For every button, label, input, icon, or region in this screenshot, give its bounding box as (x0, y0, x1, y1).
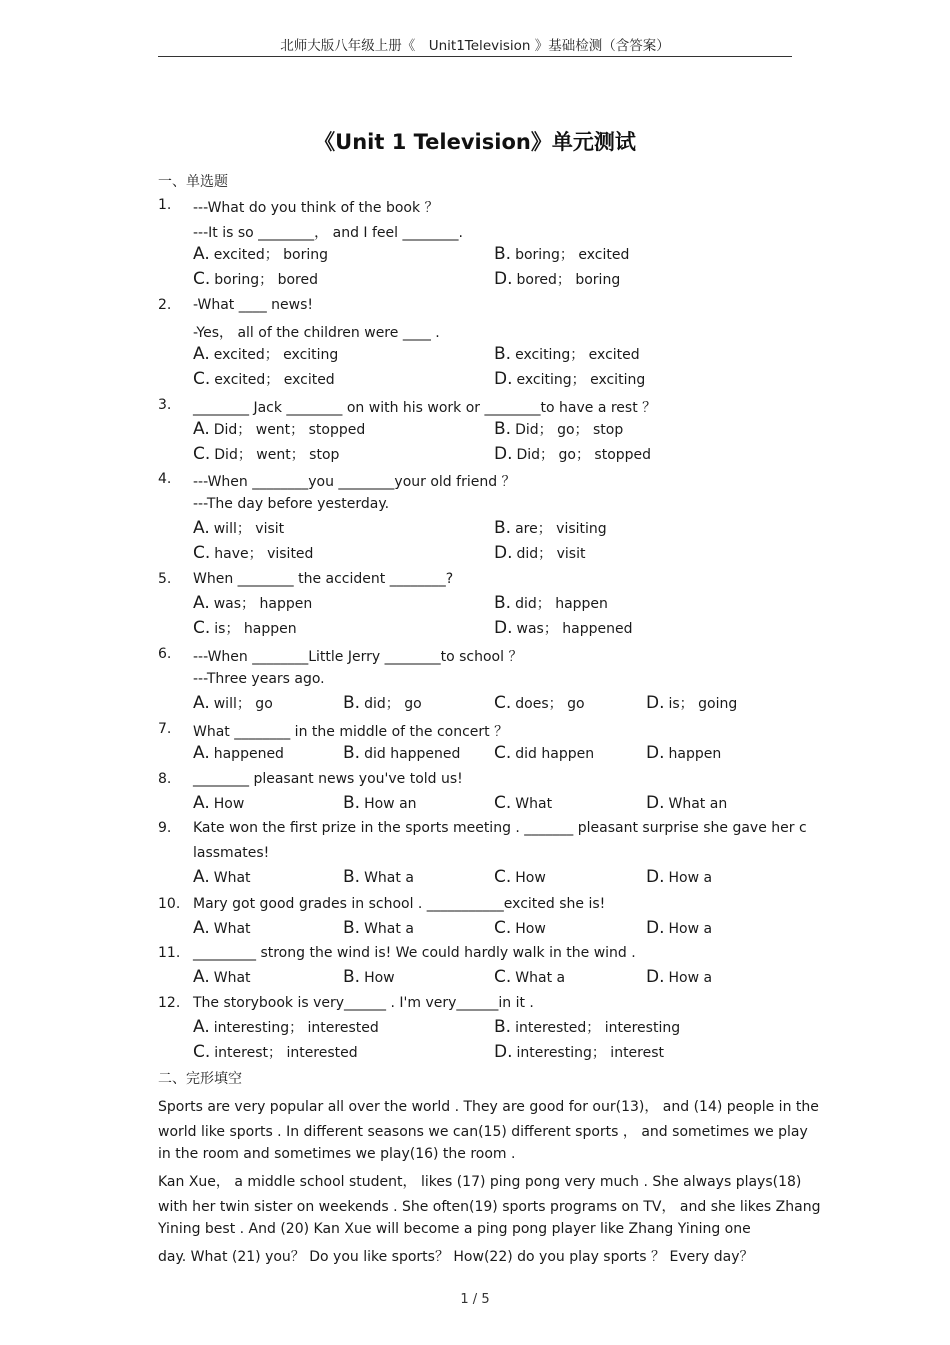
answer-option[interactable] (494, 618, 633, 638)
answer-option[interactable] (193, 593, 312, 613)
answer-option[interactable] (193, 543, 313, 563)
option-letter: C. (494, 867, 512, 887)
option-letter: A. (193, 1017, 210, 1037)
option-text: Did； went； stopped (213, 422, 366, 438)
option-letter: A. (193, 918, 210, 938)
option-letter: B. (343, 693, 361, 713)
option-text: will； visit (213, 521, 285, 537)
question-text: When ________ the accident ________? (193, 571, 454, 587)
option-letter: C. (193, 618, 211, 638)
option-text: is； happen (214, 621, 297, 637)
answer-option[interactable] (494, 444, 651, 464)
question-text: ________ pleasant news you've told us! (193, 771, 463, 787)
answer-option[interactable] (494, 743, 594, 763)
option-letter: A. (193, 344, 210, 364)
option-letter: B. (343, 867, 361, 887)
answer-option[interactable] (193, 793, 244, 813)
passage-line: day. What (21) you？ Do you like sports？ How(22) do you play sports ？ Every day？ (158, 1249, 754, 1265)
option-text: Did； go； stop (515, 422, 624, 438)
page-title: 《Unit 1 Television》单元测试 (314, 130, 636, 154)
option-letter: D. (646, 693, 665, 713)
option-letter: D. (494, 444, 513, 464)
option-letter: B. (494, 593, 512, 613)
option-letter: D. (646, 918, 665, 938)
option-letter: D. (494, 543, 513, 563)
answer-option[interactable] (494, 369, 645, 389)
answer-option[interactable] (494, 867, 546, 887)
answer-option[interactable] (494, 918, 546, 938)
section-heading-cloze: 二、完形填空 (158, 1071, 242, 1087)
answer-option[interactable] (193, 369, 335, 389)
option-letter: C. (494, 793, 512, 813)
question-number: 1. (158, 197, 172, 213)
option-letter: B. (343, 743, 361, 763)
answer-option[interactable] (494, 543, 585, 563)
answer-option[interactable] (343, 918, 414, 938)
option-text: boring； excited (515, 247, 630, 263)
option-text: Did； went； stop (214, 447, 340, 463)
option-text: excited； excited (214, 372, 335, 388)
question-text: ---The day before yesterday. (193, 496, 390, 512)
option-text: How (515, 870, 546, 886)
answer-option[interactable] (494, 344, 640, 364)
option-letter: C. (193, 369, 211, 389)
answer-option[interactable] (646, 918, 712, 938)
passage-line: world like sports . In different seasons we can(15) different sports ， and sometimes we play (158, 1124, 808, 1140)
option-text: How a (668, 870, 713, 886)
answer-option[interactable] (494, 244, 629, 264)
option-text: interesting； interested (213, 1020, 379, 1036)
answer-option[interactable] (193, 419, 365, 439)
option-letter: A. (193, 793, 210, 813)
option-letter: C. (494, 743, 512, 763)
option-text: How (213, 796, 245, 812)
question-text: ---It is so ________， and I feel ________. (193, 225, 463, 241)
option-text: exciting； exciting (516, 372, 646, 388)
option-text: is； going (668, 696, 738, 712)
option-text: What (515, 796, 553, 812)
answer-option[interactable] (193, 693, 273, 713)
answer-option[interactable] (494, 793, 552, 813)
question-text: -What ____ news! (193, 297, 314, 313)
question-text: ---What do you think of the book ？ (193, 200, 439, 216)
answer-option[interactable] (193, 518, 284, 538)
option-text: What an (668, 796, 728, 812)
option-letter: D. (646, 967, 665, 987)
option-letter: B. (494, 1017, 512, 1037)
option-text: How a (668, 970, 713, 986)
option-text: boring； bored (214, 272, 318, 288)
question-number: 7. (158, 721, 172, 737)
option-letter: A. (193, 743, 210, 763)
answer-option[interactable] (646, 693, 737, 713)
option-letter: C. (193, 444, 211, 464)
option-letter: D. (494, 1042, 513, 1062)
answer-option[interactable] (494, 967, 565, 987)
option-text: How (515, 921, 546, 937)
answer-option[interactable] (494, 1042, 664, 1062)
passage-line: with her twin sister on weekends . She often(19) sports programs on TV， and she likes Zhang (158, 1199, 821, 1215)
question-text: Kate won the first prize in the sports meeting . _______ pleasant surprise she gave her c (193, 820, 807, 836)
question-text: ---When ________you ________your old friend ？ (193, 474, 516, 490)
option-text: What a (364, 870, 414, 886)
question-number: 10. (158, 896, 181, 912)
question-number: 4. (158, 471, 172, 487)
option-letter: A. (193, 419, 210, 439)
answer-option[interactable] (343, 867, 414, 887)
question-number: 6. (158, 646, 172, 662)
option-letter: C. (494, 918, 512, 938)
option-text: did； go (364, 696, 422, 712)
option-text: happened (213, 746, 284, 762)
answer-option[interactable] (494, 269, 620, 289)
answer-option[interactable] (494, 1017, 680, 1037)
option-text: How an (364, 796, 417, 812)
answer-option[interactable] (193, 743, 284, 763)
answer-option[interactable] (193, 867, 251, 887)
passage-line: Yining best . And (20) Kan Xue will become a ping pong player like Zhang Yining one (158, 1221, 751, 1237)
answer-option[interactable] (646, 793, 727, 813)
option-letter: A. (193, 693, 210, 713)
question-number: 2. (158, 297, 172, 313)
option-text: What a (364, 921, 414, 937)
question-text: ---Three years ago. (193, 671, 325, 687)
option-letter: B. (494, 244, 512, 264)
option-letter: C. (494, 967, 512, 987)
question-number: 3. (158, 397, 172, 413)
option-letter: B. (494, 419, 512, 439)
option-text: What (213, 970, 251, 986)
option-text: did happened (364, 746, 461, 762)
option-letter: A. (193, 593, 210, 613)
answer-option[interactable] (193, 244, 328, 264)
page-header: 北师大版八年级上册《 Unit1Television 》基础检测（含答案） (158, 34, 792, 57)
section-heading-single-choice: 一、单选题 (158, 174, 228, 190)
option-text: Did； go； stopped (516, 447, 652, 463)
answer-option[interactable] (193, 269, 318, 289)
question-text: -Yes， all of the children were ____ . (193, 325, 440, 341)
passage-line: Sports are very popular all over the world . They are good for our(13)， and (14) people in the (158, 1099, 819, 1115)
answer-option[interactable] (494, 518, 607, 538)
question-text: What ________ in the middle of the concert ？ (193, 724, 509, 740)
option-text: will； go (213, 696, 273, 712)
option-letter: B. (494, 518, 512, 538)
answer-option[interactable] (494, 693, 585, 713)
option-letter: D. (646, 867, 665, 887)
option-text: interested； interesting (515, 1020, 681, 1036)
option-letter: B. (494, 344, 512, 364)
option-text: What (213, 870, 251, 886)
option-letter: A. (193, 867, 210, 887)
option-letter: C. (193, 543, 211, 563)
passage-line: in the room and sometimes we play(16) the room . (158, 1146, 516, 1162)
option-letter: C. (193, 269, 211, 289)
page-number: 1 / 5 (460, 1292, 490, 1307)
option-letter: D. (494, 618, 513, 638)
option-text: did； happen (515, 596, 608, 612)
option-text: are； visiting (515, 521, 607, 537)
option-text: What a (515, 970, 566, 986)
option-text: excited； boring (213, 247, 329, 263)
option-letter: D. (646, 793, 665, 813)
option-letter: D. (494, 269, 513, 289)
answer-option[interactable] (193, 918, 251, 938)
answer-option[interactable] (646, 867, 712, 887)
answer-option[interactable] (193, 344, 338, 364)
question-number: 9. (158, 820, 172, 836)
question-text: Mary got good grades in school . ___________excited she is! (193, 896, 606, 912)
option-letter: B. (343, 793, 361, 813)
option-letter: A. (193, 244, 210, 264)
question-text: ________ Jack ________ on with his work or ________to have a rest ？ (193, 400, 657, 416)
option-letter: C. (193, 1042, 211, 1062)
option-text: excited； exciting (213, 347, 339, 363)
answer-option[interactable] (494, 419, 623, 439)
option-letter: B. (343, 967, 361, 987)
question-text: ---When ________Little Jerry ________to school ？ (193, 649, 523, 665)
option-letter: A. (193, 967, 210, 987)
option-letter: C. (494, 693, 512, 713)
question-text: _________ strong the wind is! We could hardly walk in the wind . (193, 945, 636, 961)
answer-option[interactable] (193, 444, 339, 464)
answer-option[interactable] (343, 743, 460, 763)
option-letter: D. (646, 743, 665, 763)
option-text: was； happen (213, 596, 313, 612)
option-text: happen (668, 746, 722, 762)
passage-line: Kan Xue， a middle school student， likes (17) ping pong very much . She always plays(18) (158, 1174, 802, 1190)
answer-option[interactable] (646, 743, 721, 763)
option-text: What (213, 921, 251, 937)
question-number: 12. (158, 995, 181, 1011)
question-number: 11. (158, 945, 181, 961)
option-text: does； go (515, 696, 585, 712)
option-text: bored； boring (516, 272, 621, 288)
answer-option[interactable] (343, 793, 417, 813)
question-number: 5. (158, 571, 172, 587)
option-text: exciting； excited (515, 347, 640, 363)
question-text: The storybook is very______ . I'm very______in it . (193, 995, 534, 1011)
question-number: 8. (158, 771, 172, 787)
option-text: How (364, 970, 395, 986)
answer-option[interactable] (193, 618, 297, 638)
answer-option[interactable] (193, 967, 251, 987)
option-text: did； visit (516, 546, 586, 562)
option-text: have； visited (214, 546, 314, 562)
answer-option[interactable] (193, 1017, 379, 1037)
answer-option[interactable] (646, 967, 712, 987)
answer-option[interactable] (193, 1042, 358, 1062)
option-text: did happen (515, 746, 595, 762)
answer-option[interactable] (343, 967, 395, 987)
option-letter: A. (193, 518, 210, 538)
question-text: lassmates! (193, 845, 270, 861)
option-text: interesting； interest (516, 1045, 665, 1061)
answer-option[interactable] (494, 593, 608, 613)
answer-option[interactable] (343, 693, 422, 713)
option-letter: D. (494, 369, 513, 389)
option-text: How a (668, 921, 713, 937)
option-text: was； happened (516, 621, 633, 637)
option-text: interest； interested (214, 1045, 358, 1061)
option-letter: B. (343, 918, 361, 938)
